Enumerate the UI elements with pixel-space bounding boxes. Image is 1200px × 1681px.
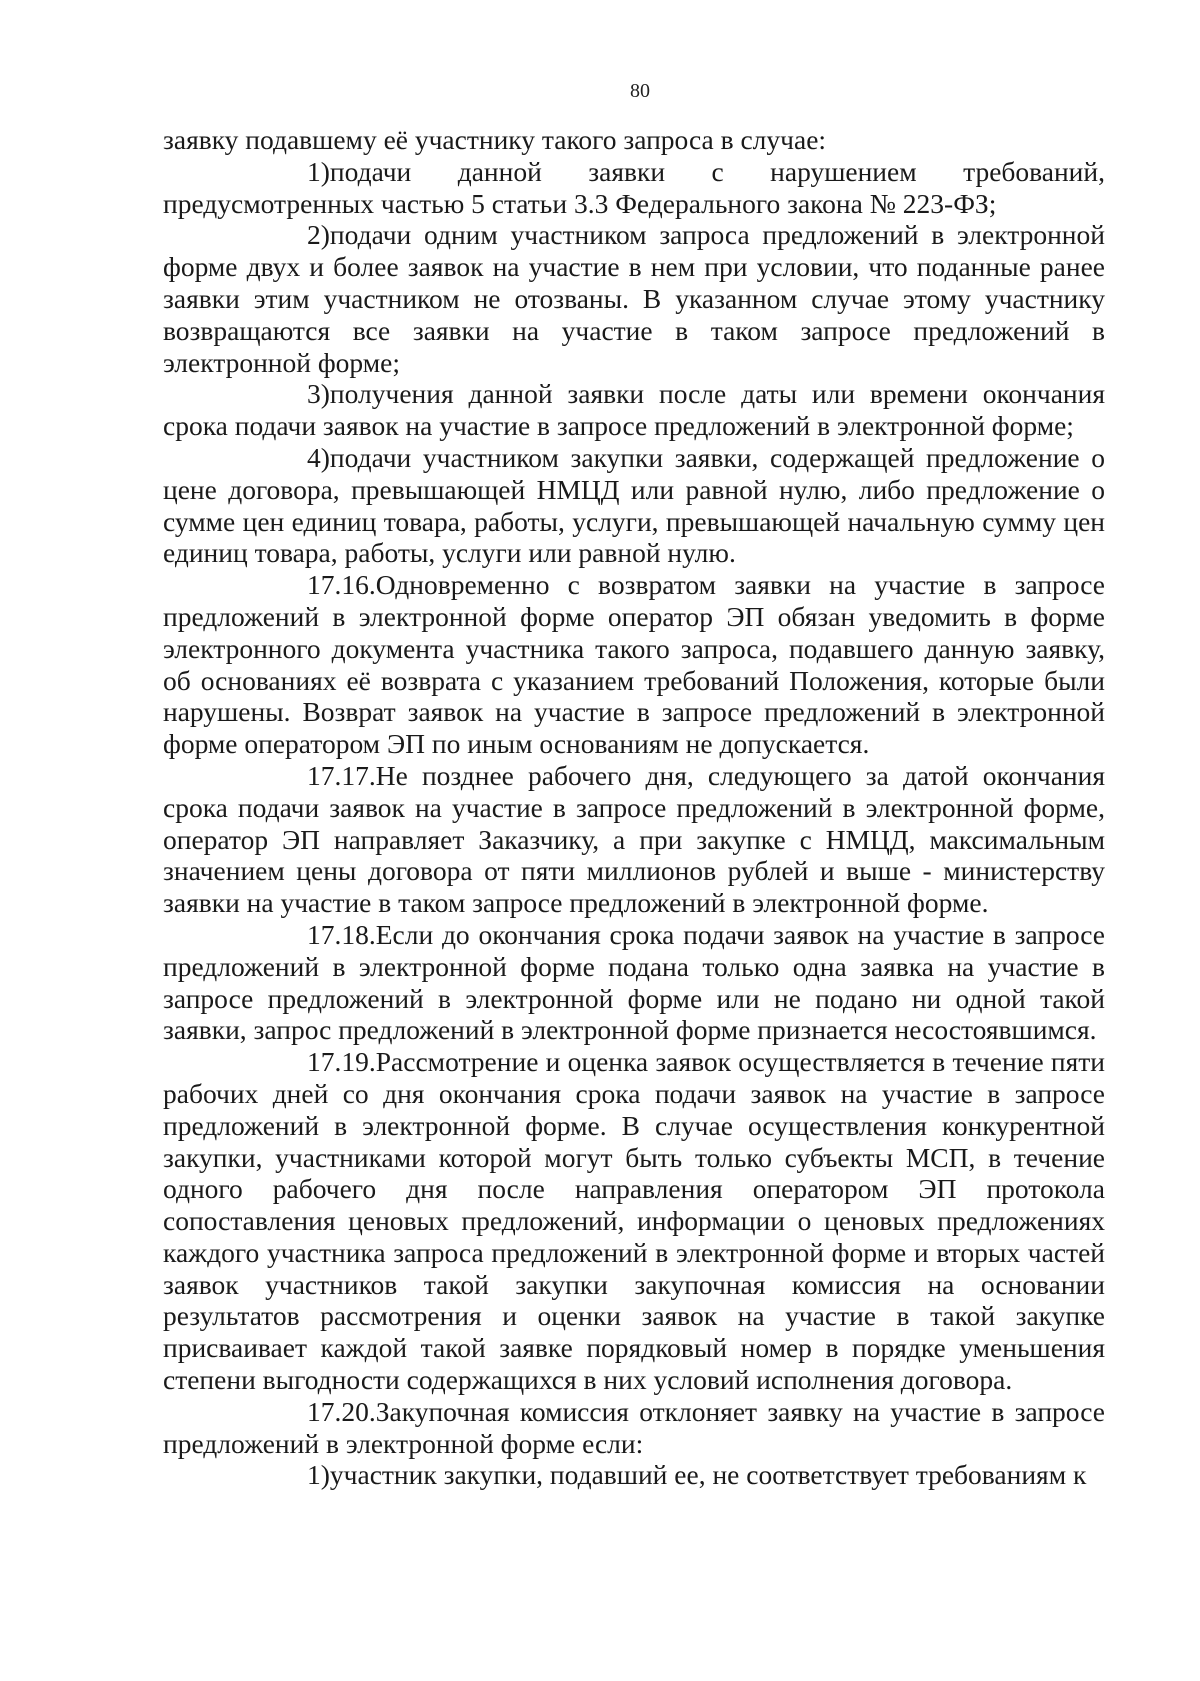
clause-paragraph — [163, 1046, 1105, 1396]
list-item-number: 2) — [307, 219, 330, 251]
clause-text: Одновременно с возвратом заявки на участие в запросе предложений в электронной форме оператор ЭП обязан уведомить в форме электронного документа участника такого запроса, подавшего данную заявку, об основаниях её возврата с указанием требований Положения, которые были нарушены. Возврат заявок на участие в запросе предложений в электронной форме оператором ЭП по иным основаниям не допускается. — [163, 569, 1105, 760]
list-item-text: получения данной заявки после даты или времени окончания срока подачи заявок на участие в запросе предложений в электронной форме; — [163, 378, 1105, 442]
list-item-number: 3) — [307, 378, 330, 410]
list-item-text: участник закупки, подавший ее, не соответствует требованиям к — [329, 1459, 1087, 1491]
list-item-text: подачи участником закупки заявки, содержащей предложение о цене договора, превышающей НМЦД или равной нулю, либо предложение о сумме цен единиц товара, работы, услуги, превышающей начальную сумму цен единиц товара, работы, услуги или равной нулю. — [163, 441, 1105, 569]
list-item — [163, 442, 1105, 569]
clause-paragraph — [163, 569, 1105, 760]
clause-number: 17.17. — [307, 759, 376, 791]
clause-number: 17.16. — [307, 569, 376, 601]
list-item — [163, 156, 1105, 220]
paragraph-continuation — [163, 124, 1105, 156]
list-item-text: подачи данной заявки с нарушением требований, предусмотренных частью 5 статьи 3.3 Федерального закона № 223-ФЗ; — [163, 155, 1105, 219]
list-item-number: 4) — [307, 441, 330, 473]
list-item — [163, 219, 1105, 378]
paragraph-text: заявку подавшему её участнику такого запроса в случае: — [163, 124, 827, 155]
clause-text: Не позднее рабочего дня, следующего за датой окончания срока подачи заявок на участие в запросе предложений в электронной форме, оператор ЭП направляет Заказчику, а при закупке с НМЦД, максимальным значением цены договора от пяти миллионов рублей и выше - министерству заявки на участие в таком запросе предложений в электронной форме. — [163, 759, 1105, 919]
clause-paragraph — [163, 919, 1105, 1046]
clause-text: Рассмотрение и оценка заявок осуществляется в течение пяти рабочих дней со дня окончания срока подачи заявок на участие в запросе предложений в электронной форме. В случае осуществления конкурентной закупки, участниками которой могут быть только субъекты МСП, в течение одного рабочего дня после направления оператором ЭП протокола сопоставления ценовых предложений, информации о ценовых предложениях каждого участника запроса предложений в электронной форме и вторых частей заявок участников такой закупки закупочная комиссия на основании результатов рассмотрения и оценки заявок на участие в такой закупке присваивает каждой такой заявке порядковый номер в порядке уменьшения степени выгодности содержащихся в них условий исполнения договора. — [163, 1046, 1105, 1396]
clause-number: 17.20. — [307, 1395, 376, 1427]
list-item-number: 1) — [307, 1459, 330, 1491]
clause-text: Закупочная комиссия отклоняет заявку на участие в запросе предложений в электронной форме если: — [163, 1395, 1105, 1459]
clause-number: 17.18. — [307, 918, 376, 950]
page-number: 80 — [630, 80, 650, 102]
clause-paragraph — [163, 1396, 1105, 1460]
document-body — [163, 124, 1105, 1491]
list-item-number: 1) — [307, 155, 330, 187]
clause-text: Если до окончания срока подачи заявок на участие в запросе предложений в электронной форме подана только одна заявка на участие в запросе предложений в электронной форме или не подано ни одной такой заявки, запрос предложений в электронной форме признается несостоявшимся. — [163, 918, 1105, 1046]
list-item — [163, 378, 1105, 442]
list-item — [163, 1459, 1105, 1491]
list-item-text: подачи одним участником запроса предложений в электронной форме двух и более заявок на участие в нем при условии, что поданные ранее заявки этим участником не отозваны. В указанном случае этому участнику возвращаются все заявки на участие в таком запросе предложений в электронной форме; — [163, 219, 1105, 378]
clause-number: 17.19. — [307, 1046, 376, 1078]
clause-paragraph — [163, 760, 1105, 919]
